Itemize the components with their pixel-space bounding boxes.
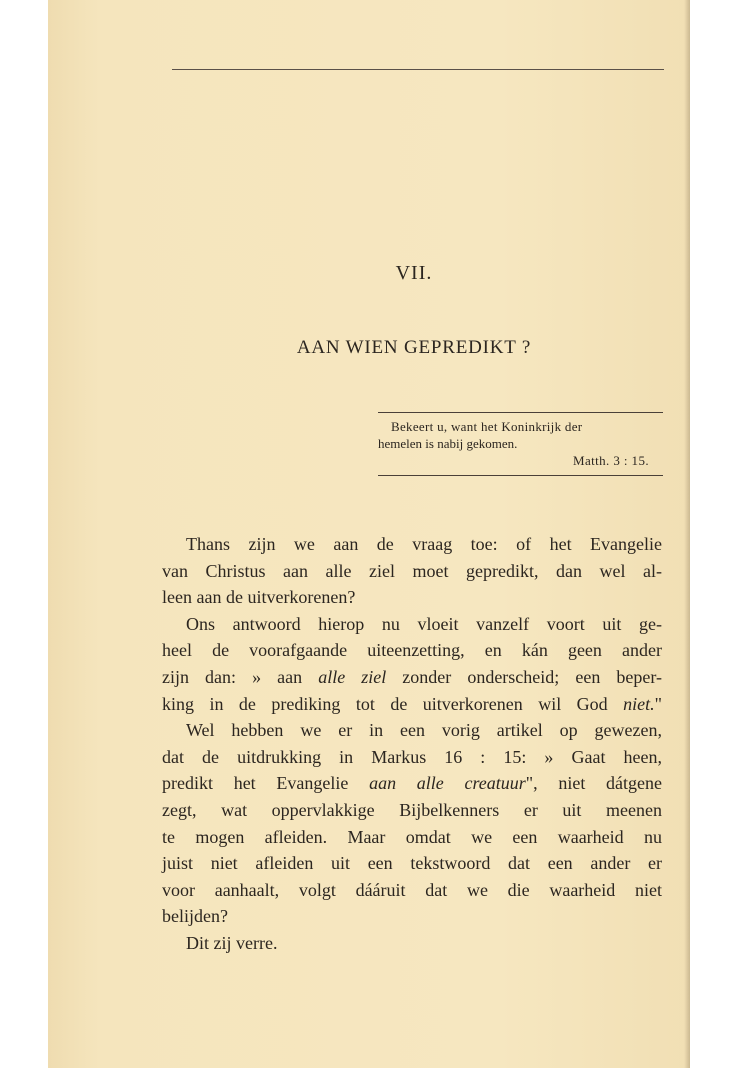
epigraph bbox=[378, 412, 663, 476]
text-line: van Christus aan alle ziel moet gepredikt, dan wel al- bbox=[162, 560, 662, 581]
text-line: zegt, wat oppervlakkige Bijbelkenners er uit meenen bbox=[162, 799, 662, 820]
chapter-title: AAN WIEN GEPREDIKT ? bbox=[296, 337, 532, 358]
text-line: leen aan de uitverkorenen? bbox=[162, 587, 356, 608]
paragraph bbox=[162, 611, 662, 717]
text-run: " bbox=[654, 693, 662, 714]
text-line: dat de uitdrukking in Markus 16 : 15: » Gaat heen, bbox=[162, 746, 662, 767]
text-line: Wel hebben we er in een vorig artikel op gewezen, bbox=[186, 720, 662, 741]
italic-run: niet. bbox=[623, 693, 655, 714]
epigraph-line: hemelen is nabij gekomen. bbox=[378, 436, 518, 451]
text-line: voor aanhaalt, volgt dááruit dat we die waarheid niet bbox=[162, 879, 662, 900]
text-run: zijn dan: » aan bbox=[162, 666, 319, 687]
epigraph-reference: Matth. 3 : 15. bbox=[572, 453, 649, 468]
paragraph bbox=[162, 930, 662, 957]
text-line bbox=[162, 664, 662, 691]
epigraph-line: Bekeert u, want het Koninkrijk der bbox=[391, 419, 583, 434]
header-rule bbox=[172, 69, 664, 70]
text-line: Thans zijn we aan de vraag toe: of het Evangelie bbox=[186, 534, 662, 554]
text-line: heel de voorafgaande uiteenzetting, en kán geen ander bbox=[162, 640, 662, 661]
paragraph bbox=[162, 531, 662, 611]
book-page bbox=[48, 0, 690, 1068]
text-line: Dit zij verre. bbox=[186, 932, 278, 953]
italic-run: aan alle creatuur bbox=[369, 773, 526, 794]
text-run: predikt het Evangelie bbox=[162, 773, 370, 794]
page-edge-shadow bbox=[684, 0, 690, 1068]
text-run: ", niet dátgene bbox=[525, 773, 662, 794]
text-line bbox=[162, 770, 662, 797]
text-run: zonder onderscheid; een beper- bbox=[386, 666, 662, 687]
text-run: king in de prediking tot de uitverkorenen wil God bbox=[162, 693, 624, 714]
text-line: belijden? bbox=[162, 906, 228, 927]
italic-run: alle ziel bbox=[318, 666, 387, 687]
chapter-number: VII. bbox=[395, 262, 433, 284]
paragraph bbox=[162, 717, 662, 930]
text-line: Ons antwoord hierop nu vloeit vanzelf voort uit ge- bbox=[186, 613, 662, 634]
text-line bbox=[162, 691, 662, 718]
text-line: te mogen afleiden. Maar omdat we een waarheid nu bbox=[162, 826, 662, 847]
text-line: juist niet afleiden uit een tekstwoord dat een ander er bbox=[162, 853, 662, 874]
body-text bbox=[162, 531, 662, 957]
